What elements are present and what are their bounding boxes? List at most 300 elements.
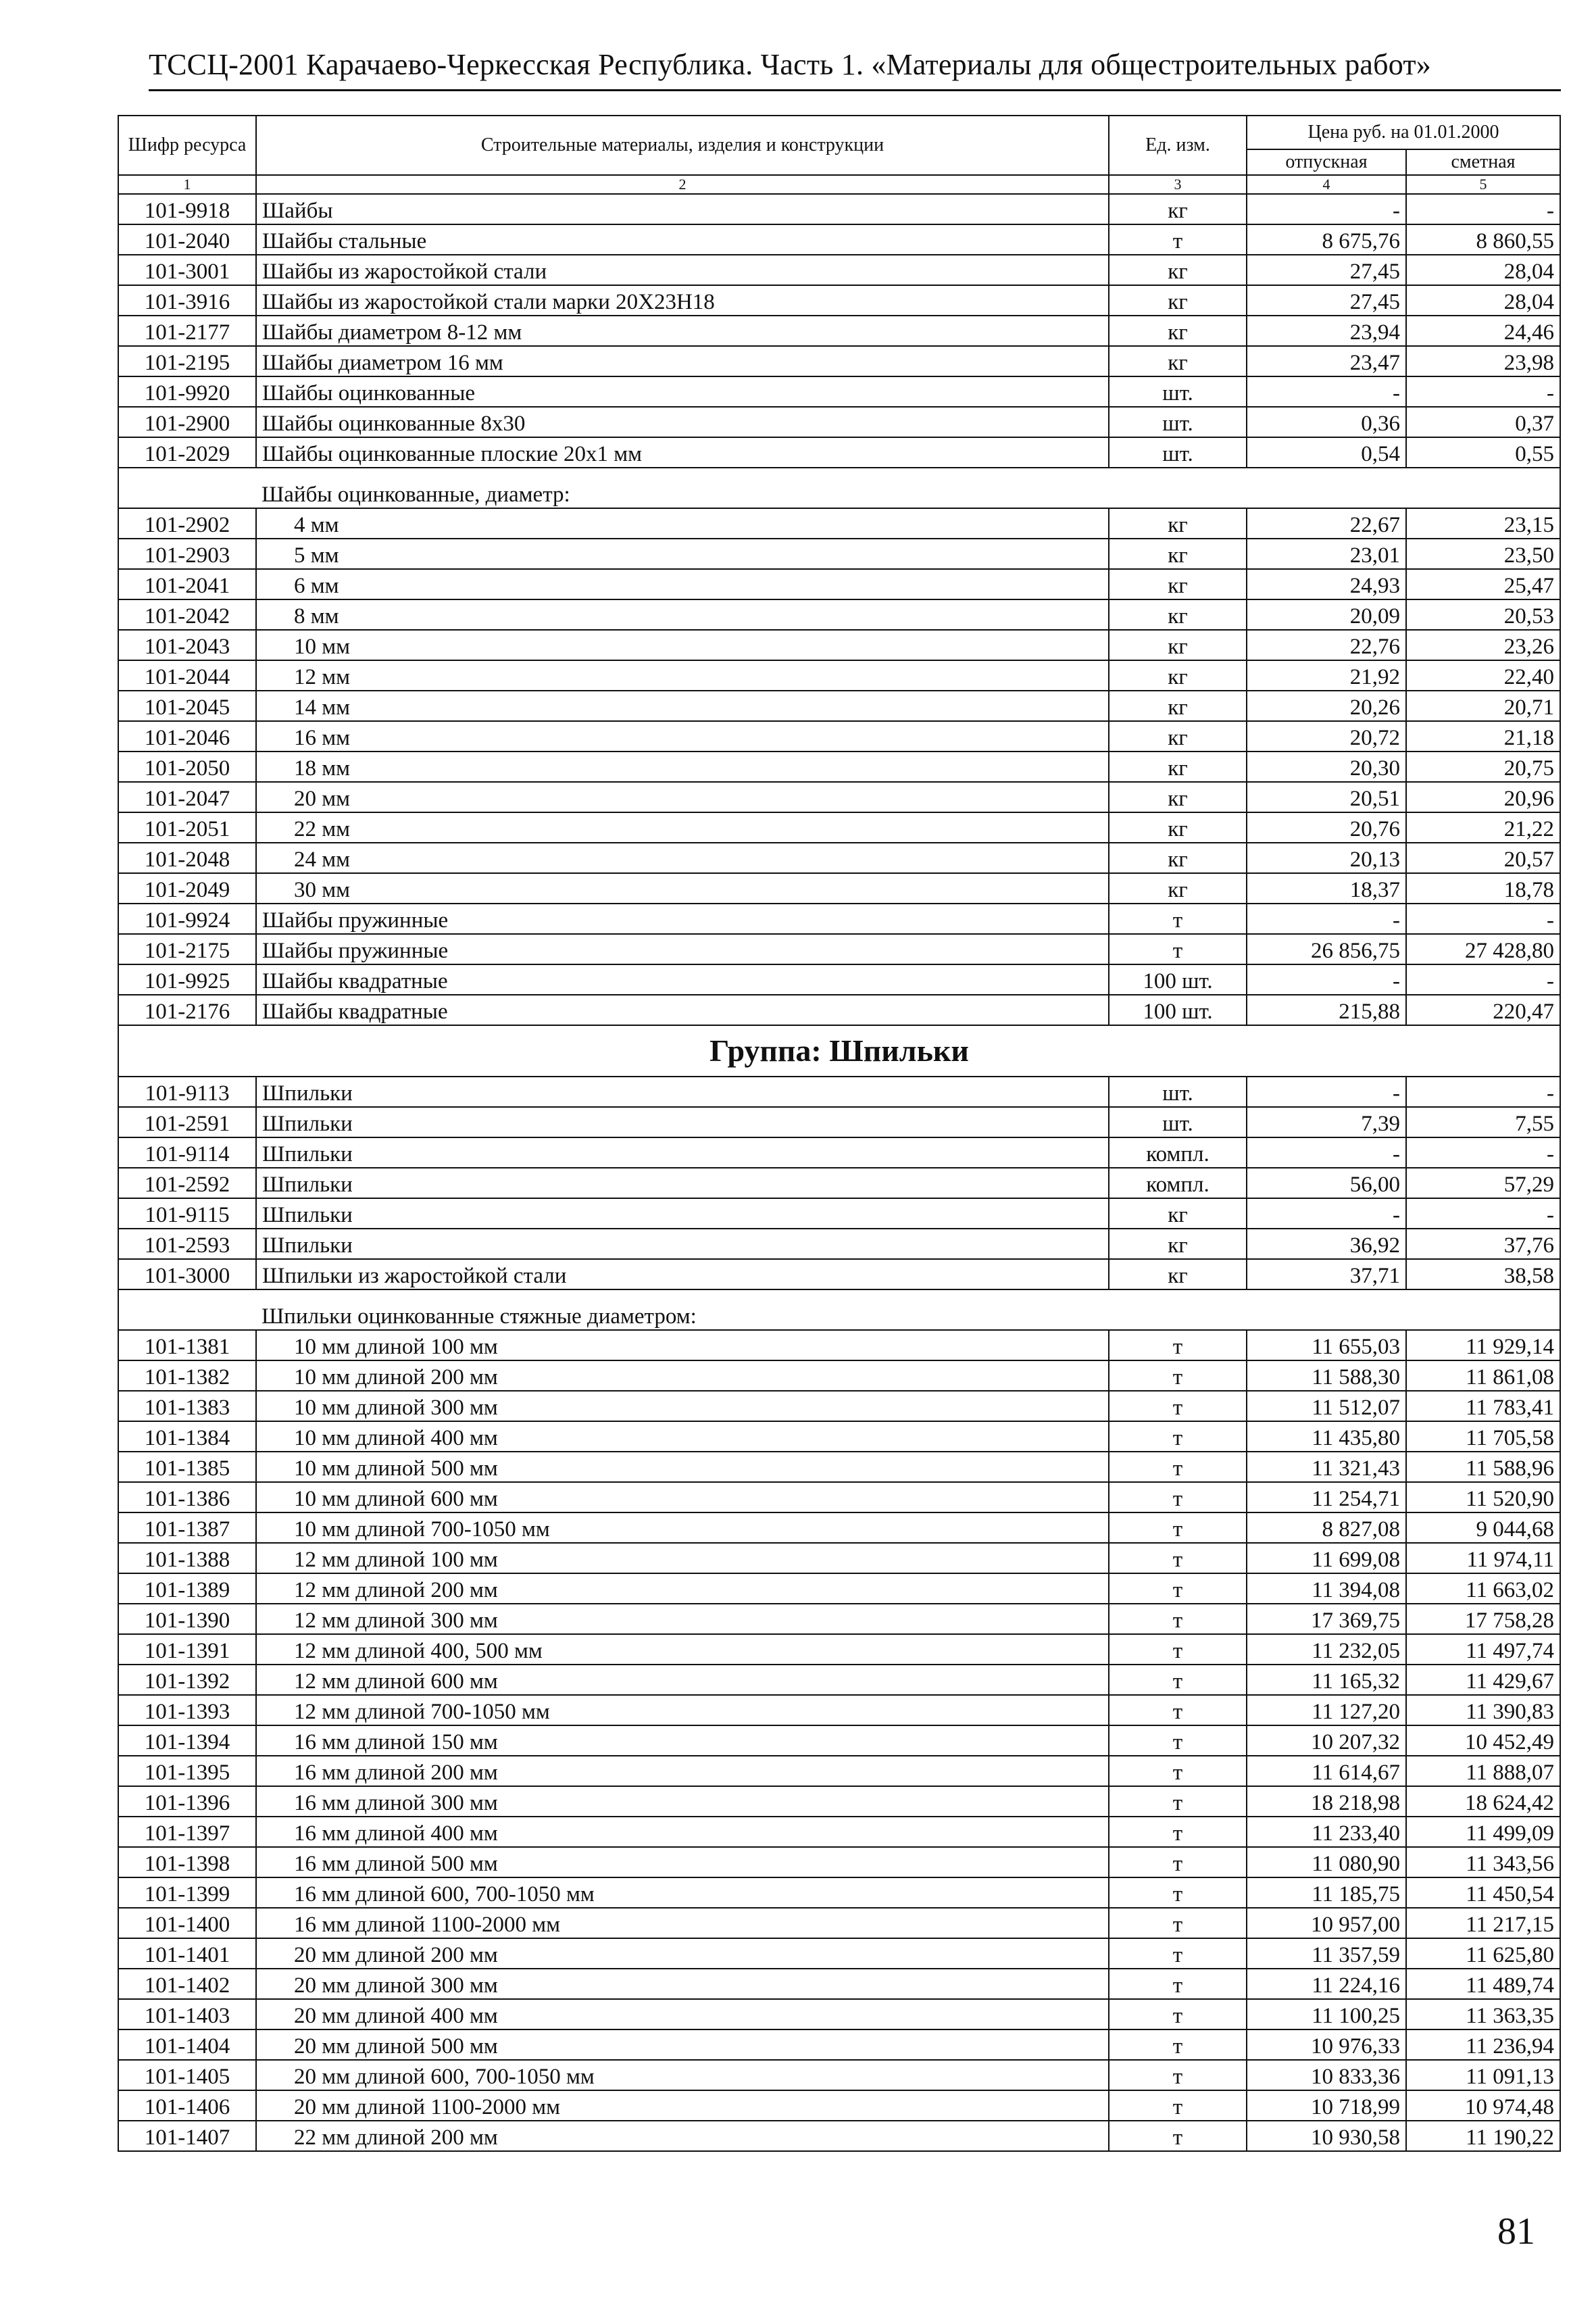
unit-cell: т	[1109, 1817, 1247, 1847]
table-row	[118, 508, 1560, 539]
estimate-price: 23,26	[1406, 630, 1560, 660]
resource-code: 101-1381	[118, 1330, 256, 1360]
release-price: 11 165,32	[1247, 1665, 1406, 1695]
unit-cell: кг	[1109, 1259, 1247, 1289]
unit-cell: т	[1109, 1786, 1247, 1817]
table-row	[118, 1107, 1560, 1137]
material-name: Шайбы диаметром 8-12 мм	[256, 316, 1109, 346]
unit-cell: т	[1109, 1969, 1247, 1999]
resource-code: 101-9115	[118, 1198, 256, 1229]
resource-code: 101-2046	[118, 721, 256, 752]
material-name: 18 мм	[256, 752, 1109, 782]
resource-code: 101-2903	[118, 539, 256, 569]
material-name: Шайбы пружинные	[256, 904, 1109, 934]
release-price: 20,30	[1247, 752, 1406, 782]
release-price: 11 512,07	[1247, 1391, 1406, 1421]
estimate-price: 23,15	[1406, 508, 1560, 539]
table-row	[118, 1847, 1560, 1877]
release-price: 10 833,36	[1247, 2060, 1406, 2090]
resource-code: 101-1393	[118, 1695, 256, 1725]
unit-cell: т	[1109, 1604, 1247, 1634]
estimate-price: 11 236,94	[1406, 2029, 1560, 2060]
release-price: 11 100,25	[1247, 1999, 1406, 2029]
table-row	[118, 1543, 1560, 1573]
resource-code: 101-1398	[118, 1847, 256, 1877]
header-estimate-price: сметная	[1406, 149, 1560, 175]
unit-cell: 100 шт.	[1109, 995, 1247, 1025]
subheading-text: Шпильки оцинкованные стяжные диаметром:	[256, 1289, 1560, 1330]
unit-cell: кг	[1109, 782, 1247, 812]
resource-code: 101-1406	[118, 2090, 256, 2121]
release-price: 7,39	[1247, 1107, 1406, 1137]
unit-cell: т	[1109, 1847, 1247, 1877]
estimate-price: 11 489,74	[1406, 1969, 1560, 1999]
resource-code: 101-2902	[118, 508, 256, 539]
material-name: Шпильки	[256, 1107, 1109, 1137]
material-name: 5 мм	[256, 539, 1109, 569]
material-name: 12 мм	[256, 660, 1109, 691]
table-row	[118, 1817, 1560, 1847]
unit-cell: т	[1109, 2060, 1247, 2090]
resource-code: 101-3000	[118, 1259, 256, 1289]
unit-cell: т	[1109, 1938, 1247, 1969]
resource-code: 101-2195	[118, 346, 256, 376]
header-unit: Ед. изм.	[1109, 116, 1247, 175]
release-price: 11 614,67	[1247, 1756, 1406, 1786]
material-name: 16 мм длиной 1100-2000 мм	[256, 1908, 1109, 1938]
resource-code: 101-1397	[118, 1817, 256, 1847]
unit-cell: кг	[1109, 194, 1247, 224]
material-name: 20 мм длиной 1100-2000 мм	[256, 2090, 1109, 2121]
material-name: 14 мм	[256, 691, 1109, 721]
table-row	[118, 255, 1560, 285]
resource-code: 101-2047	[118, 782, 256, 812]
unit-cell: кг	[1109, 873, 1247, 904]
estimate-price: 11 888,07	[1406, 1756, 1560, 1786]
estimate-price: -	[1406, 194, 1560, 224]
resource-code: 101-1388	[118, 1543, 256, 1573]
resource-code: 101-1405	[118, 2060, 256, 2090]
release-price: 11 699,08	[1247, 1543, 1406, 1573]
unit-cell: кг	[1109, 691, 1247, 721]
estimate-price: 23,98	[1406, 346, 1560, 376]
material-name: Шайбы квадратные	[256, 964, 1109, 995]
estimate-price: 9 044,68	[1406, 1512, 1560, 1543]
resource-code: 101-1403	[118, 1999, 256, 2029]
material-name: 12 мм длиной 400, 500 мм	[256, 1634, 1109, 1665]
release-price: 24,93	[1247, 569, 1406, 599]
material-name: 12 мм длиной 700-1050 мм	[256, 1695, 1109, 1725]
material-name: Шпильки	[256, 1229, 1109, 1259]
estimate-price: 11 091,13	[1406, 2060, 1560, 2090]
table-row	[118, 721, 1560, 752]
material-name: Шайбы оцинкованные плоские 20х1 мм	[256, 437, 1109, 468]
release-price: 11 127,20	[1247, 1695, 1406, 1725]
release-price: 37,71	[1247, 1259, 1406, 1289]
resource-code: 101-1392	[118, 1665, 256, 1695]
material-name: 20 мм длиной 500 мм	[256, 2029, 1109, 2060]
estimate-price: 11 929,14	[1406, 1330, 1560, 1360]
estimate-price: 23,50	[1406, 539, 1560, 569]
material-name: 16 мм длиной 300 мм	[256, 1786, 1109, 1817]
release-price: 11 224,16	[1247, 1969, 1406, 1999]
subheading-code-cell	[118, 1289, 256, 1330]
table-row	[118, 782, 1560, 812]
release-price: 0,54	[1247, 437, 1406, 468]
resource-code: 101-2048	[118, 843, 256, 873]
table-row	[118, 1908, 1560, 1938]
column-number: 2	[256, 175, 1109, 194]
unit-cell: кг	[1109, 1229, 1247, 1259]
table-row	[118, 1969, 1560, 1999]
release-price: 18 218,98	[1247, 1786, 1406, 1817]
header-release-price: отпускная	[1247, 149, 1406, 175]
material-name: 20 мм длиной 600, 700-1050 мм	[256, 2060, 1109, 2090]
subheading-text: Шайбы оцинкованные, диаметр:	[256, 468, 1560, 508]
unit-cell: шт.	[1109, 407, 1247, 437]
table-row	[118, 1229, 1560, 1259]
release-price: 36,92	[1247, 1229, 1406, 1259]
unit-cell: т	[1109, 904, 1247, 934]
resource-code: 101-2592	[118, 1168, 256, 1198]
resource-code: 101-1394	[118, 1725, 256, 1756]
material-name: 22 мм длиной 200 мм	[256, 2121, 1109, 2151]
material-name: 24 мм	[256, 843, 1109, 873]
column-number: 3	[1109, 175, 1247, 194]
estimate-price: 11 190,22	[1406, 2121, 1560, 2151]
material-name: 10 мм длиной 300 мм	[256, 1391, 1109, 1421]
unit-cell: шт.	[1109, 1107, 1247, 1137]
release-price: 26 856,75	[1247, 934, 1406, 964]
page-header-title: ТССЦ-2001 Карачаево-Черкесская Республика. Часть 1. «Материалы для общестроительных работ»	[149, 48, 1431, 81]
unit-cell: 100 шт.	[1109, 964, 1247, 995]
table-row	[118, 1360, 1560, 1391]
resource-code: 101-2045	[118, 691, 256, 721]
release-price: 11 080,90	[1247, 1847, 1406, 1877]
release-price: 11 232,05	[1247, 1634, 1406, 1665]
material-name: Шпильки из жаростойкой стали	[256, 1259, 1109, 1289]
release-price: 8 675,76	[1247, 224, 1406, 255]
table-row	[118, 1482, 1560, 1512]
estimate-price: 220,47	[1406, 995, 1560, 1025]
resource-code: 101-1383	[118, 1391, 256, 1421]
table-body	[118, 194, 1560, 2151]
table-row	[118, 539, 1560, 569]
material-name: 10 мм	[256, 630, 1109, 660]
estimate-price: 0,37	[1406, 407, 1560, 437]
material-name: 20 мм	[256, 782, 1109, 812]
release-price: 20,09	[1247, 599, 1406, 630]
table-row	[118, 964, 1560, 995]
resource-code: 101-1402	[118, 1969, 256, 1999]
unit-cell: т	[1109, 1482, 1247, 1512]
estimate-price: 20,71	[1406, 691, 1560, 721]
resource-code: 101-1399	[118, 1877, 256, 1908]
unit-cell: кг	[1109, 255, 1247, 285]
group-heading: Группа: Шпильки	[118, 1025, 1560, 1077]
resource-code: 101-1401	[118, 1938, 256, 1969]
material-name: Шпильки	[256, 1168, 1109, 1198]
release-price: -	[1247, 904, 1406, 934]
unit-cell: кг	[1109, 539, 1247, 569]
table-row	[118, 691, 1560, 721]
release-price: -	[1247, 964, 1406, 995]
resource-code: 101-1395	[118, 1756, 256, 1786]
estimate-price: 11 663,02	[1406, 1573, 1560, 1604]
resource-code: 101-9925	[118, 964, 256, 995]
unit-cell: т	[1109, 1877, 1247, 1908]
unit-cell: кг	[1109, 285, 1247, 316]
material-name: Шайбы оцинкованные 8х30	[256, 407, 1109, 437]
estimate-price: -	[1406, 1137, 1560, 1168]
table-row	[118, 194, 1560, 224]
estimate-price: 20,57	[1406, 843, 1560, 873]
subheading-row	[118, 468, 1560, 508]
release-price: -	[1247, 1198, 1406, 1229]
estimate-price: 11 861,08	[1406, 1360, 1560, 1391]
estimate-price: 11 974,11	[1406, 1543, 1560, 1573]
estimate-price: -	[1406, 376, 1560, 407]
estimate-price: 57,29	[1406, 1168, 1560, 1198]
material-name: Шайбы диаметром 16 мм	[256, 346, 1109, 376]
unit-cell: т	[1109, 1756, 1247, 1786]
table-row	[118, 904, 1560, 934]
estimate-price: 27 428,80	[1406, 934, 1560, 964]
header-code: Шифр ресурса	[118, 116, 256, 175]
material-name: Шпильки	[256, 1137, 1109, 1168]
estimate-price: 20,53	[1406, 599, 1560, 630]
header-rule	[149, 89, 1561, 91]
resource-code: 101-2041	[118, 569, 256, 599]
estimate-price: 18 624,42	[1406, 1786, 1560, 1817]
table-row	[118, 1877, 1560, 1908]
table-row	[118, 1391, 1560, 1421]
resource-code: 101-2042	[118, 599, 256, 630]
material-name: 16 мм длиной 150 мм	[256, 1725, 1109, 1756]
material-name: Шайбы пружинные	[256, 934, 1109, 964]
unit-cell: шт.	[1109, 437, 1247, 468]
material-name: 16 мм длиной 400 мм	[256, 1817, 1109, 1847]
estimate-price: 37,76	[1406, 1229, 1560, 1259]
unit-cell: кг	[1109, 630, 1247, 660]
unit-cell: т	[1109, 1725, 1247, 1756]
table-header-row	[118, 116, 1560, 149]
table-row	[118, 934, 1560, 964]
resource-code: 101-2591	[118, 1107, 256, 1137]
release-price: 11 588,30	[1247, 1360, 1406, 1391]
unit-cell: компл.	[1109, 1168, 1247, 1198]
release-price: 11 185,75	[1247, 1877, 1406, 1908]
resource-code: 101-2593	[118, 1229, 256, 1259]
estimate-price: 11 343,56	[1406, 1847, 1560, 1877]
material-name: Шайбы квадратные	[256, 995, 1109, 1025]
release-price: 11 254,71	[1247, 1482, 1406, 1512]
unit-cell: т	[1109, 1999, 1247, 2029]
estimate-price: 11 520,90	[1406, 1482, 1560, 1512]
material-name: 10 мм длиной 600 мм	[256, 1482, 1109, 1512]
table-row	[118, 1137, 1560, 1168]
unit-cell: компл.	[1109, 1137, 1247, 1168]
table-row	[118, 1665, 1560, 1695]
table-row	[118, 569, 1560, 599]
table-row	[118, 1604, 1560, 1634]
resource-code: 101-2029	[118, 437, 256, 468]
resource-code: 101-1390	[118, 1604, 256, 1634]
unit-cell: т	[1109, 1634, 1247, 1665]
release-price: 22,76	[1247, 630, 1406, 660]
unit-cell: т	[1109, 1512, 1247, 1543]
resource-code: 101-9918	[118, 194, 256, 224]
unit-cell: кг	[1109, 1198, 1247, 1229]
release-price: 10 957,00	[1247, 1908, 1406, 1938]
release-price: 10 718,99	[1247, 2090, 1406, 2121]
estimate-price: 21,18	[1406, 721, 1560, 752]
material-name: 16 мм длиной 200 мм	[256, 1756, 1109, 1786]
table-row	[118, 407, 1560, 437]
table-row	[118, 346, 1560, 376]
material-name: 10 мм длиной 200 мм	[256, 1360, 1109, 1391]
release-price: 10 207,32	[1247, 1725, 1406, 1756]
material-name: 12 мм длиной 600 мм	[256, 1665, 1109, 1695]
material-name: Шпильки	[256, 1077, 1109, 1107]
material-name: 6 мм	[256, 569, 1109, 599]
table-row	[118, 752, 1560, 782]
table-row	[118, 1573, 1560, 1604]
material-name: 10 мм длиной 700-1050 мм	[256, 1512, 1109, 1543]
material-name: 8 мм	[256, 599, 1109, 630]
table-row	[118, 2121, 1560, 2151]
release-price: 11 394,08	[1247, 1573, 1406, 1604]
page-number: 81	[1497, 2211, 1535, 2253]
release-price: 11 655,03	[1247, 1330, 1406, 1360]
unit-cell: т	[1109, 2029, 1247, 2060]
column-number: 1	[118, 175, 256, 194]
release-price: 20,72	[1247, 721, 1406, 752]
unit-cell: т	[1109, 2121, 1247, 2151]
unit-cell: т	[1109, 1908, 1247, 1938]
unit-cell: т	[1109, 934, 1247, 964]
release-price: 17 369,75	[1247, 1604, 1406, 1634]
estimate-price: 25,47	[1406, 569, 1560, 599]
estimate-price: 28,04	[1406, 255, 1560, 285]
estimate-price: 20,96	[1406, 782, 1560, 812]
release-price: 21,92	[1247, 660, 1406, 691]
resource-code: 101-2175	[118, 934, 256, 964]
release-price: 11 233,40	[1247, 1817, 1406, 1847]
release-price: -	[1247, 376, 1406, 407]
material-name: Шайбы стальные	[256, 224, 1109, 255]
release-price: 23,47	[1247, 346, 1406, 376]
estimate-price: 11 450,54	[1406, 1877, 1560, 1908]
material-name: Шайбы из жаростойкой стали марки 20Х23Н18	[256, 285, 1109, 316]
table-row	[118, 873, 1560, 904]
material-name: 10 мм длиной 500 мм	[256, 1452, 1109, 1482]
release-price: 18,37	[1247, 873, 1406, 904]
table-row	[118, 1421, 1560, 1452]
column-number: 4	[1247, 175, 1406, 194]
estimate-price: 22,40	[1406, 660, 1560, 691]
resource-code: 101-2043	[118, 630, 256, 660]
estimate-price: 17 758,28	[1406, 1604, 1560, 1634]
unit-cell: т	[1109, 2090, 1247, 2121]
resource-code: 101-3001	[118, 255, 256, 285]
estimate-price: -	[1406, 1198, 1560, 1229]
table-row	[118, 1452, 1560, 1482]
estimate-price: 11 363,35	[1406, 1999, 1560, 2029]
table-row	[118, 437, 1560, 468]
material-name: 20 мм длиной 300 мм	[256, 1969, 1109, 1999]
release-price: 27,45	[1247, 285, 1406, 316]
unit-cell: кг	[1109, 721, 1247, 752]
release-price: 22,67	[1247, 508, 1406, 539]
material-name: 12 мм длиной 200 мм	[256, 1573, 1109, 1604]
estimate-price: 8 860,55	[1406, 224, 1560, 255]
estimate-price: 18,78	[1406, 873, 1560, 904]
release-price: 20,13	[1247, 843, 1406, 873]
material-name: 30 мм	[256, 873, 1109, 904]
resource-code: 101-1387	[118, 1512, 256, 1543]
estimate-price: 7,55	[1406, 1107, 1560, 1137]
material-name: 4 мм	[256, 508, 1109, 539]
subheading-row	[118, 1289, 1560, 1330]
resource-code: 101-2900	[118, 407, 256, 437]
resource-code: 101-2044	[118, 660, 256, 691]
unit-cell: т	[1109, 1330, 1247, 1360]
material-name: 16 мм длиной 500 мм	[256, 1847, 1109, 1877]
resource-code: 101-2040	[118, 224, 256, 255]
header-name: Строительные материалы, изделия и конструкции	[256, 116, 1109, 175]
release-price: 11 321,43	[1247, 1452, 1406, 1482]
table-row	[118, 1756, 1560, 1786]
table-row	[118, 1512, 1560, 1543]
unit-cell: т	[1109, 1421, 1247, 1452]
estimate-price: 20,75	[1406, 752, 1560, 782]
table-row	[118, 599, 1560, 630]
estimate-price: 11 499,09	[1406, 1817, 1560, 1847]
resource-code: 101-2051	[118, 812, 256, 843]
unit-cell: кг	[1109, 812, 1247, 843]
resource-code: 101-1382	[118, 1360, 256, 1391]
release-price: 27,45	[1247, 255, 1406, 285]
table-row	[118, 285, 1560, 316]
estimate-price: 11 390,83	[1406, 1695, 1560, 1725]
resource-code: 101-9113	[118, 1077, 256, 1107]
resource-code: 101-9114	[118, 1137, 256, 1168]
unit-cell: кг	[1109, 569, 1247, 599]
material-name: 20 мм длиной 200 мм	[256, 1938, 1109, 1969]
resource-code: 101-9924	[118, 904, 256, 934]
release-price: 0,36	[1247, 407, 1406, 437]
estimate-price: -	[1406, 964, 1560, 995]
table-row	[118, 1077, 1560, 1107]
table-row	[118, 1725, 1560, 1756]
resource-code: 101-3916	[118, 285, 256, 316]
resource-code: 101-1400	[118, 1908, 256, 1938]
estimate-price: 10 974,48	[1406, 2090, 1560, 2121]
release-price: -	[1247, 194, 1406, 224]
subheading-code-cell	[118, 468, 256, 508]
unit-cell: кг	[1109, 660, 1247, 691]
release-price: 11 357,59	[1247, 1938, 1406, 1969]
unit-cell: т	[1109, 1452, 1247, 1482]
release-price: 215,88	[1247, 995, 1406, 1025]
resource-code: 101-1384	[118, 1421, 256, 1452]
table-row	[118, 1999, 1560, 2029]
material-name: 10 мм длиной 100 мм	[256, 1330, 1109, 1360]
resource-code: 101-1407	[118, 2121, 256, 2151]
unit-cell: т	[1109, 224, 1247, 255]
table-row	[118, 2090, 1560, 2121]
